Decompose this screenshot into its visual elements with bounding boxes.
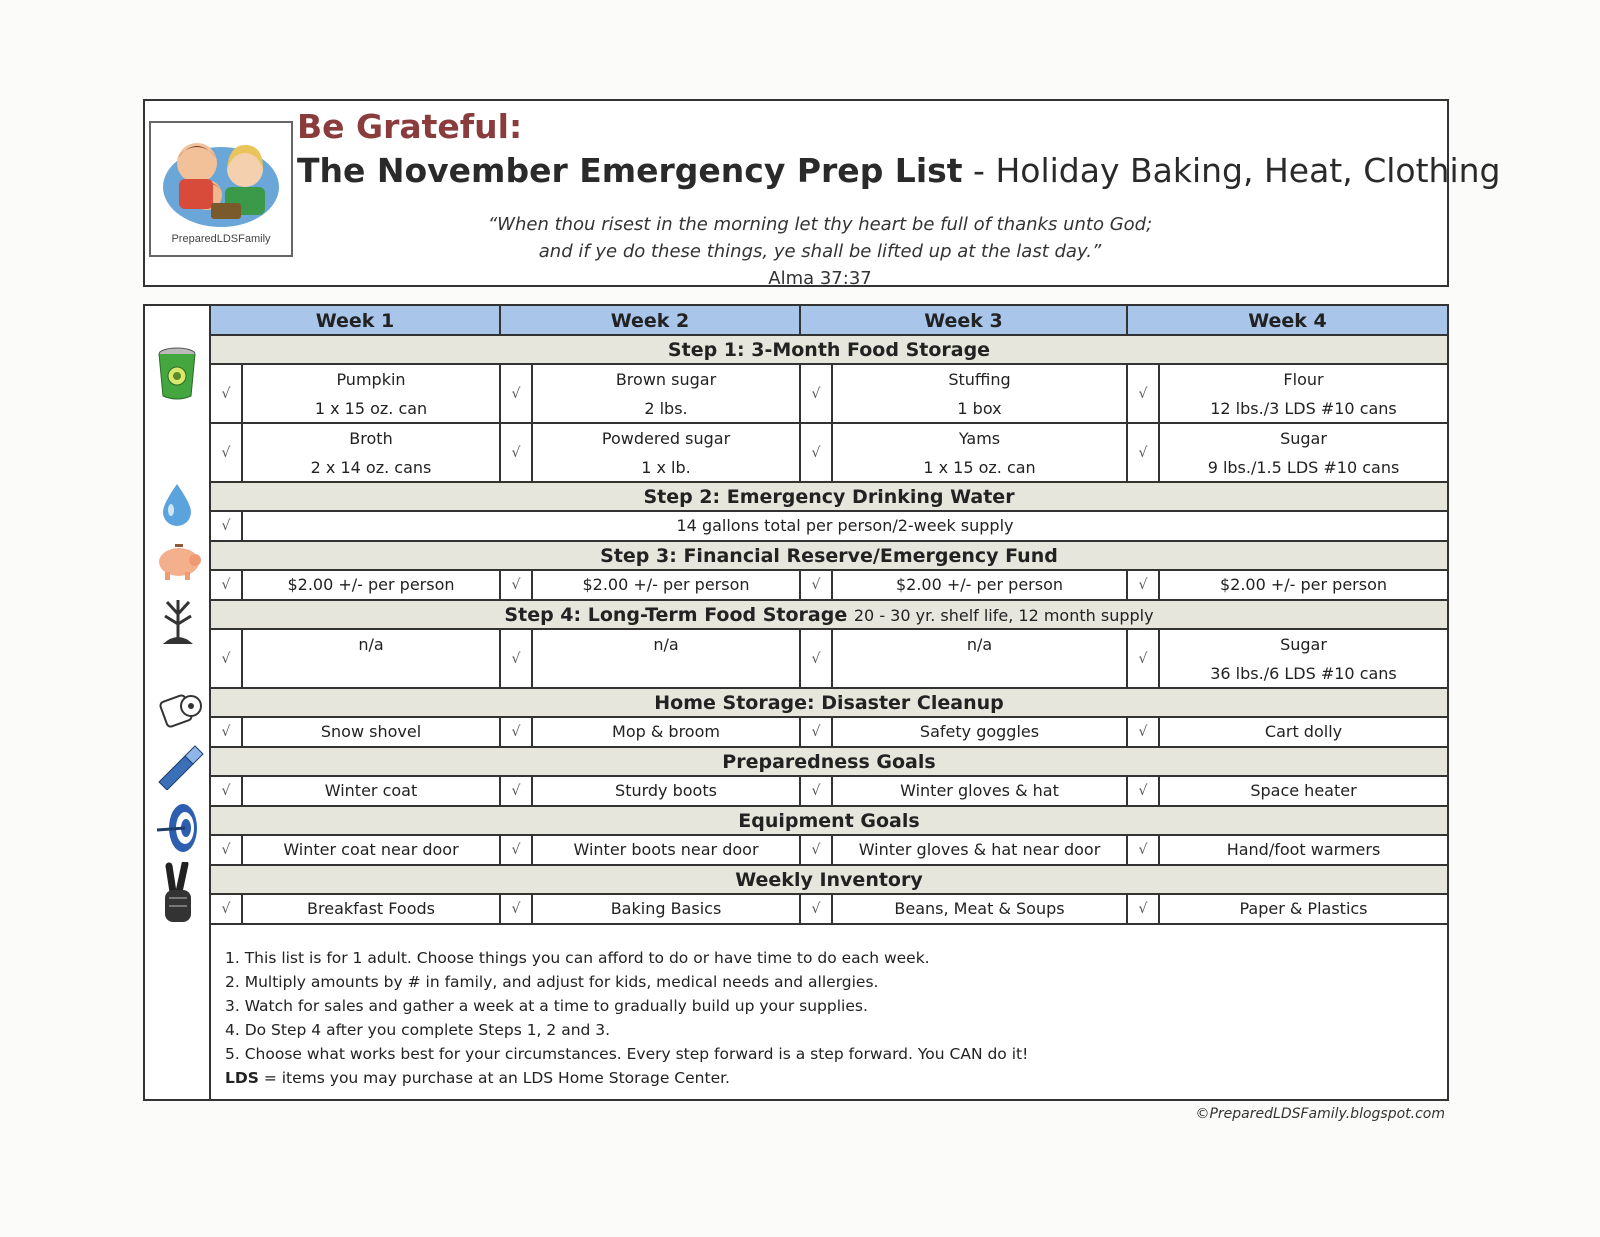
checkbox[interactable]: √ — [211, 718, 243, 748]
step4-subtitle: 20 - 30 yr. shelf life, 12 month supply — [853, 606, 1154, 625]
scripture-quote — [445, 211, 1195, 292]
quote-line-2: and if ye do these things, ye shall be lifted up at the last day.” — [538, 241, 1102, 262]
checkbox[interactable]: √ — [501, 777, 533, 807]
piggy-bank-icon — [155, 538, 203, 582]
equip-item: Winter gloves & hat near door — [833, 836, 1128, 866]
note-item: 5. Choose what works best for your circumstances. Every step forward is a step forward. You CAN do it! — [225, 1045, 1029, 1063]
step1-item: Stuffing 1 box — [833, 365, 1128, 424]
quote-source: Alma 37:37 — [768, 268, 872, 289]
checkbox[interactable]: √ — [501, 630, 533, 689]
inventory-item: Paper & Plastics — [1160, 895, 1447, 925]
checkbox[interactable]: √ — [211, 571, 243, 601]
checkbox[interactable]: √ — [801, 630, 833, 689]
icon-column — [145, 306, 211, 1099]
food-can-icon — [155, 346, 199, 402]
step1-item: Sugar 9 lbs./1.5 LDS #10 cans — [1160, 424, 1447, 483]
checkbox[interactable]: √ — [501, 895, 533, 925]
equip-item: Winter coat near door — [243, 836, 501, 866]
step4-title: Step 4: Long-Term Food Storage — [504, 604, 848, 626]
checkbox[interactable]: √ — [501, 836, 533, 866]
step1-item: Broth 2 x 14 oz. cans — [243, 424, 501, 483]
week-4-header: Week 4 — [1128, 306, 1447, 336]
notes-list — [211, 936, 1447, 1099]
checkbox[interactable]: √ — [1128, 718, 1160, 748]
step4-item: n/a — [533, 630, 801, 689]
lds-term: LDS — [225, 1069, 259, 1087]
step3-item: $2.00 +/- per person — [243, 571, 501, 601]
step3-header: Step 3: Financial Reserve/Emergency Fund — [211, 542, 1447, 571]
step4-item: Sugar 36 lbs./6 LDS #10 cans — [1160, 630, 1447, 689]
prep-item: Winter gloves & hat — [833, 777, 1128, 807]
checkbox[interactable]: √ — [1128, 836, 1160, 866]
checkbox[interactable]: √ — [801, 571, 833, 601]
checkbox[interactable]: √ — [211, 630, 243, 689]
logo — [149, 121, 293, 257]
checkbox[interactable]: √ — [211, 424, 243, 483]
prep-table — [143, 304, 1449, 1101]
inventory-header: Weekly Inventory — [211, 866, 1447, 895]
step2-item: 14 gallons total per person/2-week supply — [243, 512, 1447, 542]
checkbox[interactable]: √ — [501, 718, 533, 748]
step4-item: n/a — [833, 630, 1128, 689]
note-item: 2. Multiply amounts by # in family, and adjust for kids, medical needs and allergies. — [225, 973, 879, 991]
equipment-header: Equipment Goals — [211, 807, 1447, 836]
step2-header: Step 2: Emergency Drinking Water — [211, 483, 1447, 512]
home-item: Cart dolly — [1160, 718, 1447, 748]
inventory-item: Beans, Meat & Soups — [833, 895, 1128, 925]
step1-item: Yams 1 x 15 oz. can — [833, 424, 1128, 483]
checkbox[interactable]: √ — [501, 571, 533, 601]
page-title-line2 — [297, 151, 1501, 190]
step1-header: Step 1: 3-Month Food Storage — [211, 336, 1447, 365]
note-item: 1. This list is for 1 adult. Choose things you can afford to do or have time to do each week. — [225, 949, 930, 967]
step3-item: $2.00 +/- per person — [833, 571, 1128, 601]
checkbox[interactable]: √ — [801, 836, 833, 866]
toilet-paper-icon — [155, 684, 205, 734]
equip-item: Winter boots near door — [533, 836, 801, 866]
water-drop-icon — [155, 482, 199, 526]
prep-item: Sturdy boots — [533, 777, 801, 807]
home-item: Safety goggles — [833, 718, 1128, 748]
checkbox[interactable]: √ — [211, 836, 243, 866]
checkbox[interactable]: √ — [211, 365, 243, 424]
checkbox[interactable]: √ — [211, 512, 243, 542]
header-box — [143, 99, 1501, 289]
inventory-item: Baking Basics — [533, 895, 801, 925]
prep-item: Space heater — [1160, 777, 1447, 807]
note-item: 3. Watch for sales and gather a week at a time to gradually build up your supplies. — [225, 997, 868, 1015]
checkbox[interactable]: √ — [801, 424, 833, 483]
note-item: 4. Do Step 4 after you complete Steps 1, 2 and 3. — [225, 1021, 611, 1039]
page-title-bold: The November Emergency Prep List — [297, 151, 963, 190]
target-icon — [155, 800, 205, 856]
checkbox[interactable]: √ — [1128, 424, 1160, 483]
checkbox[interactable]: √ — [1128, 571, 1160, 601]
checkbox[interactable]: √ — [501, 424, 533, 483]
checkbox[interactable]: √ — [1128, 365, 1160, 424]
checkbox[interactable]: √ — [801, 777, 833, 807]
page-title-line1: Be Grateful: — [297, 107, 523, 146]
equip-item: Hand/foot warmers — [1160, 836, 1447, 866]
inventory-item: Breakfast Foods — [243, 895, 501, 925]
lds-note — [225, 1066, 1433, 1090]
peace-hand-icon — [155, 862, 201, 926]
prep-item: Winter coat — [243, 777, 501, 807]
checkbox[interactable]: √ — [211, 777, 243, 807]
checkbox[interactable]: √ — [801, 365, 833, 424]
step3-item: $2.00 +/- per person — [533, 571, 801, 601]
checkbox[interactable]: √ — [1128, 630, 1160, 689]
wheat-icon — [155, 594, 201, 650]
quote-line-1: “When thou risest in the morning let thy heart be full of thanks unto God; — [487, 214, 1153, 235]
page-title-rest: - Holiday Baking, Heat, Clothing — [962, 151, 1501, 190]
step4-item: n/a — [243, 630, 501, 689]
checkbox[interactable]: √ — [801, 895, 833, 925]
checkbox[interactable]: √ — [211, 895, 243, 925]
flashlight-icon — [155, 742, 205, 790]
logo-text: PreparedLDSFamily — [171, 233, 271, 245]
step1-item: Flour 12 lbs./3 LDS #10 cans — [1160, 365, 1447, 424]
checkbox[interactable]: √ — [1128, 777, 1160, 807]
step1-item: Pumpkin 1 x 15 oz. can — [243, 365, 501, 424]
lds-text: = items you may purchase at an LDS Home Storage Center. — [258, 1069, 730, 1087]
checkbox[interactable]: √ — [501, 365, 533, 424]
home-storage-header: Home Storage: Disaster Cleanup — [211, 689, 1447, 718]
checkbox[interactable]: √ — [801, 718, 833, 748]
home-item: Snow shovel — [243, 718, 501, 748]
week-3-header: Week 3 — [801, 306, 1128, 336]
step4-header — [211, 601, 1447, 630]
step1-item: Powdered sugar 1 x lb. — [533, 424, 801, 483]
home-item: Mop & broom — [533, 718, 801, 748]
step1-item: Brown sugar 2 lbs. — [533, 365, 801, 424]
week-1-header: Week 1 — [211, 306, 501, 336]
step3-item: $2.00 +/- per person — [1160, 571, 1447, 601]
copyright: ©PreparedLDSFamily.blogspot.com — [1195, 1106, 1445, 1122]
week-2-header: Week 2 — [501, 306, 801, 336]
preparedness-header: Preparedness Goals — [211, 748, 1447, 777]
checkbox[interactable]: √ — [1128, 895, 1160, 925]
family-logo-icon — [159, 129, 283, 229]
